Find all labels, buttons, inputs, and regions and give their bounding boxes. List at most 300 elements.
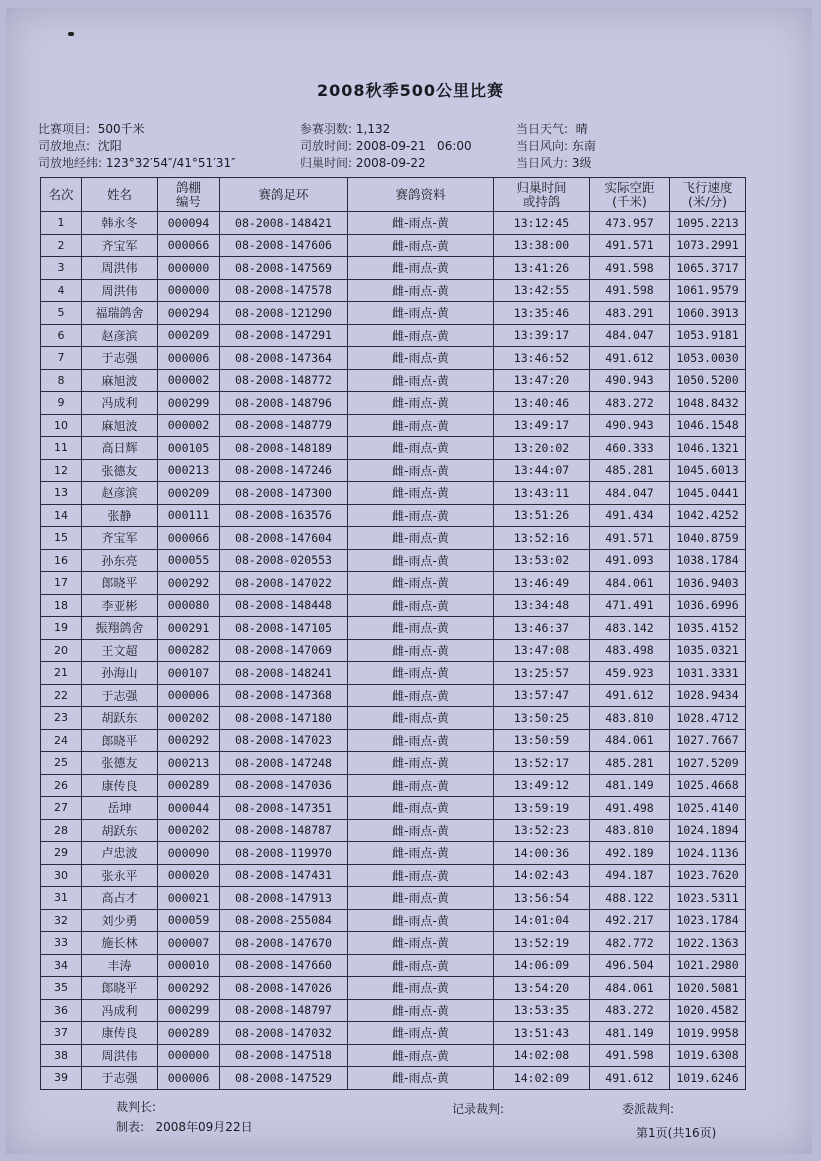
cell-rank: 36 (41, 999, 82, 1022)
table-row (41, 594, 746, 617)
cell-ring: 08-2008-147022 (220, 572, 348, 595)
cell-loft: 000107 (158, 662, 220, 685)
cell-info: 雌-雨点-黄 (348, 234, 494, 257)
cell-time: 13:47:08 (494, 639, 590, 662)
cell-info: 雌-雨点-黄 (348, 527, 494, 550)
cell-speed: 1024.1894 (670, 819, 746, 842)
cell-info: 雌-雨点-黄 (348, 819, 494, 842)
cell-distance: 484.061 (590, 977, 670, 1000)
cell-info: 雌-雨点-黄 (348, 887, 494, 910)
table-row (41, 797, 746, 820)
cell-time: 13:53:02 (494, 549, 590, 572)
cell-distance: 484.047 (590, 482, 670, 505)
cell-distance: 481.149 (590, 1022, 670, 1045)
cell-ring: 08-2008-147300 (220, 482, 348, 505)
cell-info: 雌-雨点-黄 (348, 662, 494, 685)
cell-rank: 24 (41, 729, 82, 752)
cell-time: 14:02:43 (494, 864, 590, 887)
cell-info: 雌-雨点-黄 (348, 842, 494, 865)
cell-rank: 23 (41, 707, 82, 730)
cell-ring: 08-2008-121290 (220, 302, 348, 325)
cell-rank: 39 (41, 1067, 82, 1090)
cell-info: 雌-雨点-黄 (348, 594, 494, 617)
cell-info: 雌-雨点-黄 (348, 324, 494, 347)
cell-loft: 000090 (158, 842, 220, 865)
cell-speed: 1025.4668 (670, 774, 746, 797)
table-header-row (41, 178, 746, 212)
cell-distance: 481.149 (590, 774, 670, 797)
cell-loft: 000006 (158, 347, 220, 370)
cell-distance: 491.093 (590, 549, 670, 572)
cell-rank: 34 (41, 954, 82, 977)
table-row (41, 527, 746, 550)
cell-time: 13:52:17 (494, 752, 590, 775)
cell-speed: 1035.4152 (670, 617, 746, 640)
meta-wind-direction: 当日风向: 东南 (516, 139, 596, 153)
cell-speed: 1019.6308 (670, 1044, 746, 1067)
cell-rank: 16 (41, 549, 82, 572)
cell-rank: 14 (41, 504, 82, 527)
cell-ring: 08-2008-148772 (220, 369, 348, 392)
cell-distance: 485.281 (590, 752, 670, 775)
cell-name: 王文超 (82, 639, 158, 662)
cell-loft: 000002 (158, 414, 220, 437)
cell-ring: 08-2008-119970 (220, 842, 348, 865)
cell-info: 雌-雨点-黄 (348, 999, 494, 1022)
cell-loft: 000299 (158, 392, 220, 415)
cell-info: 雌-雨点-黄 (348, 504, 494, 527)
cell-loft: 000292 (158, 977, 220, 1000)
cell-name: 福瑞鸽舍 (82, 302, 158, 325)
table-row (41, 977, 746, 1000)
cell-loft: 000202 (158, 707, 220, 730)
cell-speed: 1020.5081 (670, 977, 746, 1000)
cell-loft: 000282 (158, 639, 220, 662)
cell-distance: 490.943 (590, 414, 670, 437)
cell-time: 13:46:37 (494, 617, 590, 640)
cell-name: 于志强 (82, 1067, 158, 1090)
cell-info: 雌-雨点-黄 (348, 414, 494, 437)
cell-speed: 1040.8759 (670, 527, 746, 550)
cell-ring: 08-2008-148779 (220, 414, 348, 437)
cell-ring: 08-2008-148796 (220, 392, 348, 415)
cell-distance: 491.571 (590, 234, 670, 257)
cell-loft: 000292 (158, 729, 220, 752)
cell-distance: 483.142 (590, 617, 670, 640)
cell-distance: 492.217 (590, 909, 670, 932)
table-row (41, 639, 746, 662)
cell-distance: 459.923 (590, 662, 670, 685)
cell-distance: 491.598 (590, 279, 670, 302)
cell-rank: 2 (41, 234, 82, 257)
cell-rank: 9 (41, 392, 82, 415)
cell-name: 周洪伟 (82, 1044, 158, 1067)
cell-name: 郎晓平 (82, 572, 158, 595)
cell-distance: 483.498 (590, 639, 670, 662)
cell-distance: 491.612 (590, 684, 670, 707)
cell-time: 13:43:11 (494, 482, 590, 505)
cell-speed: 1038.1784 (670, 549, 746, 572)
table-row (41, 909, 746, 932)
table-row (41, 1044, 746, 1067)
table-row (41, 549, 746, 572)
cell-ring: 08-2008-147351 (220, 797, 348, 820)
cell-ring: 08-2008-147291 (220, 324, 348, 347)
cell-distance: 494.187 (590, 864, 670, 887)
cell-ring: 08-2008-147246 (220, 459, 348, 482)
cell-loft: 000209 (158, 324, 220, 347)
cell-distance: 485.281 (590, 459, 670, 482)
cell-distance: 491.598 (590, 257, 670, 280)
header-rank: 名次 (41, 178, 82, 212)
cell-speed: 1022.1363 (670, 932, 746, 955)
footer-delegated-judge: 委派裁判: (622, 1102, 675, 1116)
cell-rank: 1 (41, 212, 82, 235)
cell-distance: 483.272 (590, 392, 670, 415)
cell-info: 雌-雨点-黄 (348, 729, 494, 752)
cell-rank: 18 (41, 594, 82, 617)
cell-distance: 483.291 (590, 302, 670, 325)
meta-weather: 当日天气: 晴 (516, 122, 588, 136)
table-row (41, 954, 746, 977)
cell-name: 韩永冬 (82, 212, 158, 235)
cell-info: 雌-雨点-黄 (348, 302, 494, 325)
cell-time: 13:44:07 (494, 459, 590, 482)
cell-time: 13:38:00 (494, 234, 590, 257)
cell-loft: 000021 (158, 887, 220, 910)
cell-speed: 1031.3331 (670, 662, 746, 685)
cell-speed: 1036.6996 (670, 594, 746, 617)
cell-distance: 491.612 (590, 1067, 670, 1090)
cell-name: 高日辉 (82, 437, 158, 460)
cell-loft: 000000 (158, 279, 220, 302)
cell-speed: 1036.9403 (670, 572, 746, 595)
cell-distance: 491.571 (590, 527, 670, 550)
cell-ring: 08-2008-147180 (220, 707, 348, 730)
cell-loft: 000020 (158, 864, 220, 887)
cell-rank: 8 (41, 369, 82, 392)
cell-info: 雌-雨点-黄 (348, 459, 494, 482)
cell-distance: 483.810 (590, 819, 670, 842)
cell-distance: 491.498 (590, 797, 670, 820)
cell-rank: 37 (41, 1022, 82, 1045)
cell-ring: 08-2008-147026 (220, 977, 348, 1000)
cell-time: 14:02:09 (494, 1067, 590, 1090)
cell-loft: 000213 (158, 752, 220, 775)
table-row (41, 234, 746, 257)
cell-info: 雌-雨点-黄 (348, 257, 494, 280)
footer-recording-judge: 记录裁判: (452, 1102, 505, 1116)
cell-loft: 000044 (158, 797, 220, 820)
cell-speed: 1028.9434 (670, 684, 746, 707)
cell-name: 齐宝军 (82, 234, 158, 257)
cell-loft: 000080 (158, 594, 220, 617)
cell-time: 13:52:16 (494, 527, 590, 550)
table-row (41, 842, 746, 865)
cell-rank: 21 (41, 662, 82, 685)
cell-time: 13:50:59 (494, 729, 590, 752)
cell-name: 郎晓平 (82, 729, 158, 752)
cell-name: 冯成利 (82, 999, 158, 1022)
cell-name: 胡跃东 (82, 819, 158, 842)
cell-ring: 08-2008-148787 (220, 819, 348, 842)
cell-name: 卢忠波 (82, 842, 158, 865)
table-row (41, 347, 746, 370)
cell-name: 岳坤 (82, 797, 158, 820)
table-row (41, 819, 746, 842)
cell-ring: 08-2008-147670 (220, 932, 348, 955)
cell-name: 孙海山 (82, 662, 158, 685)
cell-info: 雌-雨点-黄 (348, 1067, 494, 1090)
cell-rank: 35 (41, 977, 82, 1000)
cell-rank: 32 (41, 909, 82, 932)
cell-name: 麻旭波 (82, 369, 158, 392)
cell-ring: 08-2008-148421 (220, 212, 348, 235)
cell-name: 丰涛 (82, 954, 158, 977)
cell-info: 雌-雨点-黄 (348, 864, 494, 887)
cell-time: 14:02:08 (494, 1044, 590, 1067)
cell-loft: 000006 (158, 684, 220, 707)
table-row (41, 324, 746, 347)
cell-time: 13:47:20 (494, 369, 590, 392)
cell-distance: 484.061 (590, 572, 670, 595)
cell-loft: 000289 (158, 774, 220, 797)
cell-speed: 1042.4252 (670, 504, 746, 527)
meta-coordinates: 司放地经纬: 123°32′54″/41°51′31″ (38, 156, 236, 170)
cell-rank: 33 (41, 932, 82, 955)
cell-rank: 38 (41, 1044, 82, 1067)
cell-ring: 08-2008-147368 (220, 684, 348, 707)
cell-ring: 08-2008-147578 (220, 279, 348, 302)
cell-name: 于志强 (82, 347, 158, 370)
cell-distance: 491.612 (590, 347, 670, 370)
cell-ring: 08-2008-147518 (220, 1044, 348, 1067)
cell-loft: 000209 (158, 482, 220, 505)
cell-ring: 08-2008-148448 (220, 594, 348, 617)
cell-ring: 08-2008-147660 (220, 954, 348, 977)
cell-info: 雌-雨点-黄 (348, 977, 494, 1000)
cell-loft: 000002 (158, 369, 220, 392)
cell-name: 李亚彬 (82, 594, 158, 617)
cell-time: 13:54:20 (494, 977, 590, 1000)
table-row (41, 707, 746, 730)
cell-time: 13:46:52 (494, 347, 590, 370)
cell-loft: 000294 (158, 302, 220, 325)
table-row (41, 887, 746, 910)
meta-entry-count: 参赛羽数: 1,132 (300, 122, 391, 136)
cell-time: 13:46:49 (494, 572, 590, 595)
cell-name: 康传良 (82, 1022, 158, 1045)
cell-time: 13:20:02 (494, 437, 590, 460)
cell-info: 雌-雨点-黄 (348, 482, 494, 505)
ink-dot (68, 32, 74, 36)
cell-time: 13:39:17 (494, 324, 590, 347)
cell-time: 14:06:09 (494, 954, 590, 977)
cell-speed: 1020.4582 (670, 999, 746, 1022)
cell-speed: 1095.2213 (670, 212, 746, 235)
cell-name: 赵彦滨 (82, 482, 158, 505)
cell-name: 康传良 (82, 774, 158, 797)
meta-project: 比赛项目: 500千米 (38, 122, 145, 136)
cell-rank: 19 (41, 617, 82, 640)
cell-info: 雌-雨点-黄 (348, 909, 494, 932)
cell-ring: 08-2008-148797 (220, 999, 348, 1022)
cell-speed: 1023.5311 (670, 887, 746, 910)
cell-distance: 482.772 (590, 932, 670, 955)
cell-name: 孙东亮 (82, 549, 158, 572)
table-row (41, 369, 746, 392)
cell-speed: 1048.8432 (670, 392, 746, 415)
cell-loft: 000094 (158, 212, 220, 235)
cell-info: 雌-雨点-黄 (348, 774, 494, 797)
cell-distance: 496.504 (590, 954, 670, 977)
cell-rank: 27 (41, 797, 82, 820)
cell-name: 张德友 (82, 752, 158, 775)
cell-speed: 1028.4712 (670, 707, 746, 730)
cell-name: 张永平 (82, 864, 158, 887)
cell-name: 周洪伟 (82, 279, 158, 302)
cell-speed: 1027.7667 (670, 729, 746, 752)
cell-rank: 17 (41, 572, 82, 595)
meta-wind-force: 当日风力: 3级 (516, 156, 592, 170)
cell-name: 郎晓平 (82, 977, 158, 1000)
cell-name: 麻旭波 (82, 414, 158, 437)
cell-distance: 488.122 (590, 887, 670, 910)
header-distance: 实际空距 (千米) (590, 178, 670, 212)
cell-speed: 1053.0030 (670, 347, 746, 370)
cell-name: 张德友 (82, 459, 158, 482)
table-row (41, 504, 746, 527)
table-row (41, 1067, 746, 1090)
cell-loft: 000105 (158, 437, 220, 460)
cell-time: 13:52:23 (494, 819, 590, 842)
cell-loft: 000000 (158, 1044, 220, 1067)
cell-ring: 08-2008-147431 (220, 864, 348, 887)
cell-time: 13:51:26 (494, 504, 590, 527)
cell-loft: 000055 (158, 549, 220, 572)
cell-rank: 10 (41, 414, 82, 437)
cell-loft: 000010 (158, 954, 220, 977)
cell-distance: 490.943 (590, 369, 670, 392)
cell-rank: 11 (41, 437, 82, 460)
header-info: 赛鸽资料 (348, 178, 494, 212)
table-row (41, 729, 746, 752)
header-ring: 赛鸽足环 (220, 178, 348, 212)
cell-distance: 491.434 (590, 504, 670, 527)
cell-name: 周洪伟 (82, 257, 158, 280)
cell-name: 赵彦滨 (82, 324, 158, 347)
cell-time: 14:01:04 (494, 909, 590, 932)
table-row (41, 279, 746, 302)
table-row (41, 572, 746, 595)
cell-info: 雌-雨点-黄 (348, 212, 494, 235)
table-row (41, 752, 746, 775)
cell-ring: 08-2008-147604 (220, 527, 348, 550)
cell-speed: 1023.1784 (670, 909, 746, 932)
cell-time: 13:50:25 (494, 707, 590, 730)
header-speed: 飞行速度 (米/分) (670, 178, 746, 212)
cell-speed: 1035.0321 (670, 639, 746, 662)
cell-speed: 1027.5209 (670, 752, 746, 775)
meta-release-site: 司放地点: 沈阳 (38, 139, 122, 153)
cell-distance: 484.061 (590, 729, 670, 752)
table-row (41, 1022, 746, 1045)
cell-time: 13:35:46 (494, 302, 590, 325)
cell-info: 雌-雨点-黄 (348, 437, 494, 460)
cell-ring: 08-2008-255084 (220, 909, 348, 932)
cell-name: 高占才 (82, 887, 158, 910)
cell-loft: 000059 (158, 909, 220, 932)
cell-info: 雌-雨点-黄 (348, 752, 494, 775)
cell-loft: 000006 (158, 1067, 220, 1090)
cell-speed: 1046.1548 (670, 414, 746, 437)
cell-name: 张静 (82, 504, 158, 527)
cell-time: 13:57:47 (494, 684, 590, 707)
cell-time: 13:52:19 (494, 932, 590, 955)
table-row (41, 437, 746, 460)
table-row (41, 482, 746, 505)
cell-ring: 08-2008-147036 (220, 774, 348, 797)
cell-info: 雌-雨点-黄 (348, 954, 494, 977)
cell-speed: 1023.7620 (670, 864, 746, 887)
cell-info: 雌-雨点-黄 (348, 707, 494, 730)
cell-speed: 1024.1136 (670, 842, 746, 865)
cell-rank: 31 (41, 887, 82, 910)
cell-loft: 000111 (158, 504, 220, 527)
cell-loft: 000299 (158, 999, 220, 1022)
cell-speed: 1065.3717 (670, 257, 746, 280)
table-row (41, 864, 746, 887)
table-row (41, 212, 746, 235)
cell-ring: 08-2008-147364 (220, 347, 348, 370)
cell-name: 于志强 (82, 684, 158, 707)
table-row (41, 414, 746, 437)
cell-rank: 20 (41, 639, 82, 662)
footer-prepared-by: 制表: 2008年09月22日 (116, 1120, 253, 1134)
meta-return-time: 归巢时间: 2008-09-22 (300, 156, 426, 170)
cell-distance: 460.333 (590, 437, 670, 460)
cell-rank: 22 (41, 684, 82, 707)
cell-speed: 1019.6246 (670, 1067, 746, 1090)
cell-ring: 08-2008-147105 (220, 617, 348, 640)
cell-name: 胡跃东 (82, 707, 158, 730)
cell-time: 13:42:55 (494, 279, 590, 302)
cell-time: 13:53:35 (494, 999, 590, 1022)
cell-time: 13:56:54 (494, 887, 590, 910)
table-row (41, 459, 746, 482)
cell-time: 13:49:17 (494, 414, 590, 437)
cell-rank: 15 (41, 527, 82, 550)
cell-speed: 1021.2980 (670, 954, 746, 977)
cell-info: 雌-雨点-黄 (348, 549, 494, 572)
cell-name: 冯成利 (82, 392, 158, 415)
cell-rank: 28 (41, 819, 82, 842)
cell-speed: 1025.4140 (670, 797, 746, 820)
cell-ring: 08-2008-163576 (220, 504, 348, 527)
cell-rank: 7 (41, 347, 82, 370)
cell-ring: 08-2008-147032 (220, 1022, 348, 1045)
header-name: 姓名 (82, 178, 158, 212)
cell-rank: 25 (41, 752, 82, 775)
cell-speed: 1060.3913 (670, 302, 746, 325)
cell-time: 13:41:26 (494, 257, 590, 280)
cell-info: 雌-雨点-黄 (348, 392, 494, 415)
cell-ring: 08-2008-147529 (220, 1067, 348, 1090)
cell-info: 雌-雨点-黄 (348, 1044, 494, 1067)
cell-info: 雌-雨点-黄 (348, 279, 494, 302)
cell-rank: 29 (41, 842, 82, 865)
cell-distance: 483.810 (590, 707, 670, 730)
